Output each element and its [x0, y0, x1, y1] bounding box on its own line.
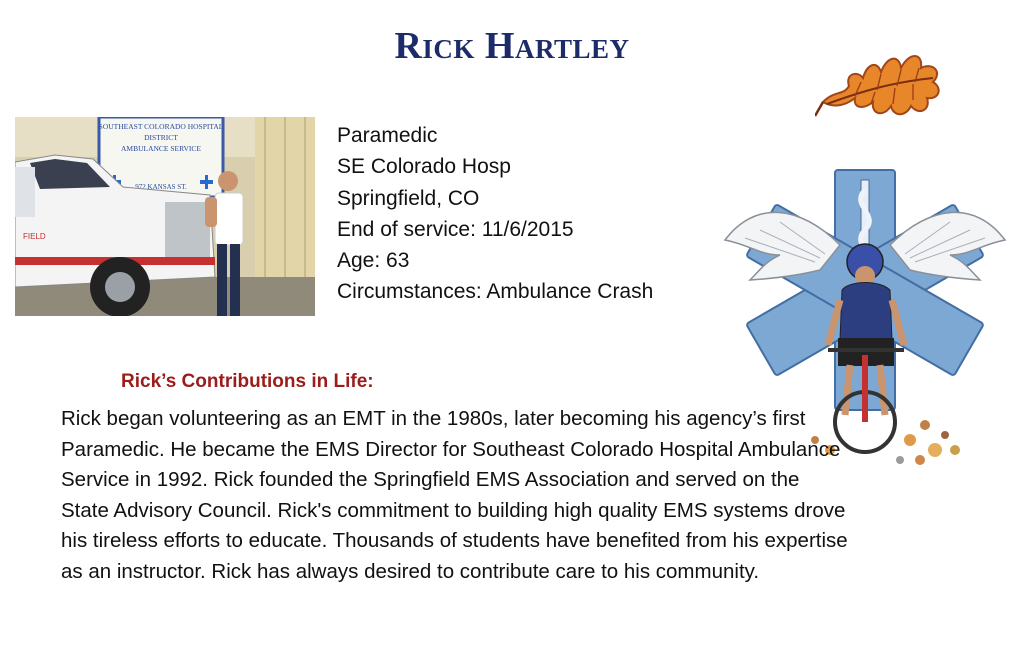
contributions-heading: Rick’s Contributions in Life: [121, 371, 374, 392]
oak-leaf-icon [815, 30, 950, 130]
bio-line: his tireless efforts to educate. Thousands of students have benefited from his expertise [61, 529, 848, 552]
bio-line: as an instructor. Rick has always desired to contribute care to his community. [61, 559, 760, 583]
bio-line: Rick began volunteering as an EMT in the 1980s, later becoming his agency’s first [61, 407, 806, 430]
vehicle-lettering: FIELD [23, 232, 46, 241]
location: Springfield, CO [337, 186, 480, 210]
bio-line: State Advisory Council. Rick's commitment to building high quality EMS systems drove [61, 498, 846, 522]
employer: SE Colorado Hosp [337, 155, 511, 179]
bio-line: Paramedic. He became the EMS Director for Southeast Colorado Hospital Ambulance [61, 437, 841, 461]
role: Paramedic [337, 124, 438, 147]
details-block [337, 120, 653, 308]
ambulance-photo [15, 117, 315, 316]
end-of-service: End of service: 11/6/2015 [337, 217, 574, 241]
bio-line: Service in 1992. Rick founded the Springfield EMS Association and served on the [61, 468, 800, 491]
sign-line-2: DISTRICT [144, 133, 178, 142]
sign-line-1: SOUTHEAST COLORADO HOSPITAL [98, 122, 224, 131]
age: Age: 63 [337, 249, 410, 273]
sign-line-3: AMBULANCE SERVICE [120, 144, 202, 153]
circumstances: Circumstances: Ambulance Crash [337, 280, 654, 304]
contributions-text [61, 404, 981, 587]
page-title: Rick Hartley [394, 25, 630, 67]
sign-address: 972 KANSAS ST. [135, 183, 187, 191]
